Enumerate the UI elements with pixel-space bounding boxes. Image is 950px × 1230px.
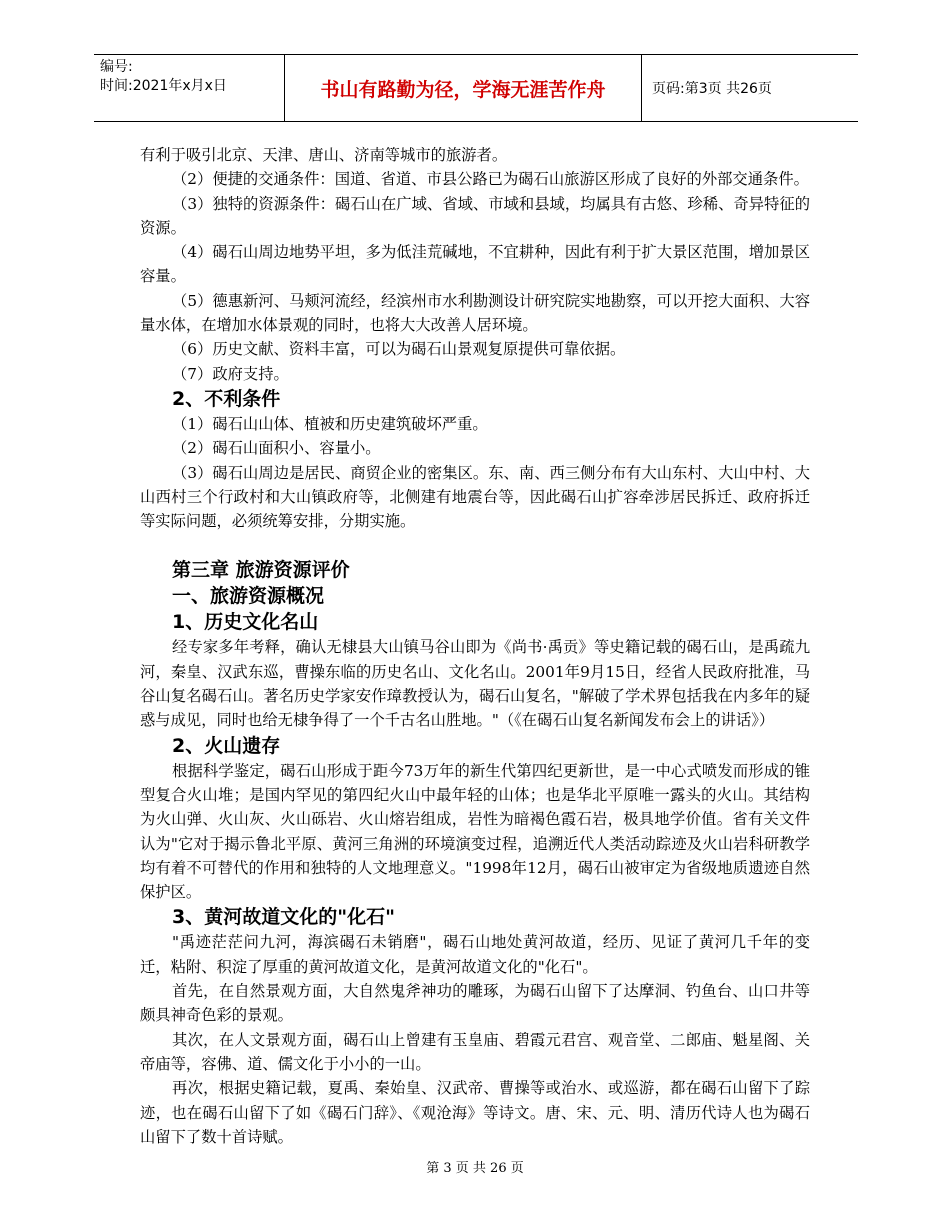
document-number-label: 编号: bbox=[100, 59, 133, 75]
body-paragraph: 其次，在人文景观方面，碣石山上曾建有玉皇庙、碧霞元君宫、观音堂、二郎庙、魁星阁、关帝庙等，容佛、道、儒文化于小小的一山。 bbox=[140, 1030, 810, 1073]
header-motto: 书山有路勤为径，学海无涯苦作舟 bbox=[284, 55, 642, 121]
page-header bbox=[94, 54, 858, 122]
header-page-number: 页码:第3页 共26页 bbox=[652, 81, 772, 97]
body-paragraph: （3）独特的资源条件：碣石山在广域、省域、市域和县域，均属具有古悠、珍稀、奇异特征的资源。 bbox=[140, 194, 810, 237]
body-paragraph: （3）碣石山周边是居民、商贸企业的密集区。东、南、西三侧分布有大山东村、大山中村、大山西村三个行政村和大山镇政府等，北侧建有地震台等，因此碣石山扩容牵涉居民拆迁、政府拆迁等实际问题，必须统筹安排，分期实施。 bbox=[140, 463, 810, 531]
section-heading: 1、历史文化名山 bbox=[172, 611, 319, 634]
section-heading: 一、旅游资源概况 bbox=[172, 585, 325, 608]
section-spacer bbox=[140, 533, 810, 557]
section-heading: 2、不利条件 bbox=[172, 387, 281, 410]
document-body bbox=[140, 143, 810, 1149]
body-paragraph: （2）碣石山面积小、容量小。 bbox=[172, 439, 381, 458]
body-paragraph: 首先，在自然景观方面，大自然鬼斧神功的雕琢，为碣石山留下了达摩洞、钓鱼台、山口井等颇具神奇色彩的景观。 bbox=[140, 982, 810, 1025]
body-paragraph: （4）碣石山周边地势平坦，多为低洼荒碱地，不宜耕种，因此有利于扩大景区范围，增加景区容量。 bbox=[140, 243, 810, 286]
body-paragraph: （1）碣石山山体、植被和历史建筑破坏严重。 bbox=[172, 414, 488, 433]
body-paragraph: 根据科学鉴定，碣石山形成于距今73万年的新生代第四纪更新世，是一中心式喷发而形成的锥型复合火山堆；是国内罕见的第四纪火山中最年轻的山体；也是华北平原唯一露头的火山。其结构为火山弹、火山灰、火山砾岩、火山熔岩组成，岩性为暗褐色霞石岩，极具地学价值。省有关文件认为"它对于揭示鲁北平原、黄河三角洲的环境演变过程，追溯近代人类活动踪迹及火山岩科研教学均有着不可替代的作用和独特的人文地理意义。"1998年12月，碣石山被审定为省级地质遗迹自然保护区。 bbox=[140, 761, 810, 902]
body-paragraph: 再次，根据史籍记载，夏禹、秦始皇、汉武帝、曹操等或治水、或巡游，都在碣石山留下了踪迹，也在碣石山留下了如《碣石门辞》、《观沧海》等诗文。唐、宋、元、明、清历代诗人也为碣石山留下了数十首诗赋。 bbox=[140, 1079, 810, 1146]
document-time-label: 时间:2021年x月x日 bbox=[100, 78, 227, 94]
section-heading: 3、黄河故道文化的"化石" bbox=[172, 906, 396, 929]
page-footer: 第 3 页 共 26 页 bbox=[426, 1161, 524, 1176]
body-paragraph: （6）历史文献、资料丰富，可以为碣石山景观复原提供可靠依据。 bbox=[172, 340, 626, 359]
body-paragraph: （5）德惠新河、马颊河流经，经滨州市水利勘测设计研究院实地勘察，可以开挖大面积、大容量水体，在增加水体景观的同时，也将大大改善人居环境。 bbox=[140, 291, 810, 335]
body-paragraph: （2）便捷的交通条件：国道、省道、市县公路已为碣石山旅游区形成了良好的外部交通条件。 bbox=[172, 170, 809, 189]
body-paragraph: 有利于吸引北京、天津、唐山、济南等城市的旅游者。 bbox=[140, 146, 508, 164]
section-heading: 第三章 旅游资源评价 bbox=[172, 559, 350, 582]
body-paragraph: 经专家多年考释，确认无棣县大山镇马谷山即为《尚书·禹贡》等史籍记载的碣石山，是禹疏九河，秦皇、汉武东巡，曹操东临的历史名山、文化名山。2001年9月15日，经省人民政府批准，马谷山复名碣石山。著名历史学家安作璋教授认为，碣石山复名，"解破了学术界包括我在内多年的疑惑与成见，同时也给无棣争得了一个千古名山胜地。"（《在碣石山复名新闻发布会上的讲话》） bbox=[140, 638, 810, 730]
section-heading: 2、火山遗存 bbox=[172, 734, 281, 757]
body-paragraph: （7）政府支持。 bbox=[172, 364, 289, 383]
header-meta bbox=[94, 55, 284, 121]
body-paragraph: "禹迹茫茫问九河，海滨碣石未销磨"，碣石山地处黄河故道，经历、见证了黄河几千年的变迁，粘附、积淀了厚重的黄河故道文化，是黄河故道文化的"化石"。 bbox=[140, 933, 810, 976]
